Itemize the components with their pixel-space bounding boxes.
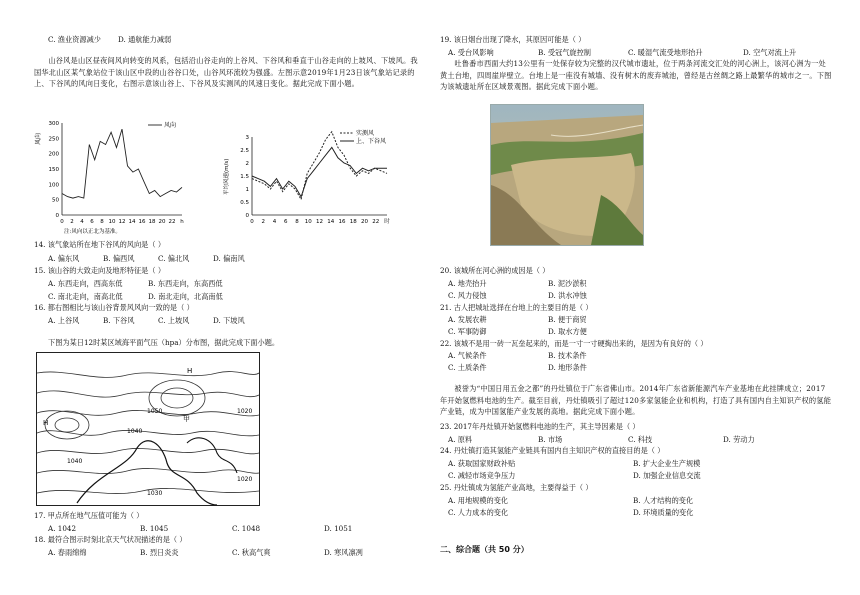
q16-option-c[interactable]: C. 上坡风 xyxy=(158,316,190,325)
q21-option-c[interactable]: C. 军事防御 xyxy=(448,327,487,336)
q20-options-row2 xyxy=(448,291,587,300)
chart2-ytick: 2 xyxy=(245,161,249,167)
chart2-ytick: 0.5 xyxy=(240,200,249,206)
q17-option-c[interactable]: C. 1048 xyxy=(232,524,261,533)
photo-art xyxy=(491,105,643,245)
question-20: 20. 该城所在河心洲的成因是（ ） xyxy=(440,266,550,275)
q23-option-d[interactable]: D. 劳动力 xyxy=(723,435,755,444)
chart2-ytick: 1 xyxy=(245,187,249,193)
q25-options-row2 xyxy=(448,508,693,517)
q22-options-row2 xyxy=(448,363,587,372)
chart1-ytick: 150 xyxy=(48,167,59,173)
question-19: 19. 该日烟台出现了降水，其原因可能是（ ） xyxy=(440,35,586,44)
question-14: 14. 该气象站所在地下谷风的风向是（ ） xyxy=(34,240,166,249)
question-22: 22. 该城不是用一砖一瓦垒起来的，而是一寸一寸硬掏出来的，是因为有良好的（ ） xyxy=(440,339,708,348)
chart1-xtick: 4 xyxy=(80,219,84,225)
q23-option-b[interactable]: B. 市场 xyxy=(538,435,563,444)
chart1-ytick: 250 xyxy=(48,136,59,143)
chart1-xtick: 2 xyxy=(70,219,74,225)
q15-option-d[interactable]: D. 南北走向，北高南低 xyxy=(148,292,223,301)
q25-option-b[interactable]: B. 人才结构的变化 xyxy=(633,496,694,505)
q22-option-d[interactable]: D. 地形条件 xyxy=(548,363,587,372)
chart2-axes xyxy=(252,137,387,215)
chart1-xtick: 14 xyxy=(128,219,136,225)
chart1-ytick: 300 xyxy=(48,121,59,127)
chart2-xtick: 12 xyxy=(316,219,323,225)
q20-options-row1 xyxy=(448,279,587,288)
question-25: 25. 丹灶镇成为氢能产业高地，主要得益于（ ） xyxy=(440,483,593,492)
chart2-ylabel: 平均风速(m/s) xyxy=(224,158,230,195)
q23-option-c[interactable]: C. 科技 xyxy=(628,435,653,444)
map-label-1020a: 1020 xyxy=(237,408,253,415)
map-label-1050: 1050 xyxy=(147,408,163,415)
q14-option-d[interactable]: D. 偏南风 xyxy=(213,254,245,263)
q25-option-a[interactable]: A. 用地规模的变化 xyxy=(448,496,509,505)
question-17: 17. 甲点所在地气压值可能为（ ） xyxy=(34,511,144,520)
wind-direction-chart xyxy=(36,115,196,235)
chart2-ytick: 3 xyxy=(245,135,249,141)
question-15: 15. 该山谷的大致走向及地形特征是（ ） xyxy=(34,266,166,275)
chart2-xtick: 0 xyxy=(250,219,254,225)
passage-hydrogen: 被誉为“中国日用五金之都”的丹灶镇位于广东省佛山市。2014年广东省新能源汽车产业基地在此挂牌成立；2017年开始氢燃料电池的生产。截至目前，丹灶镇吸引了超过120多家氢能企业和机构，打造了具有国内自主知识产权的氢能产业链，成为中国氢能产业发展的高地。据此完成下面小题。 xyxy=(440,384,832,417)
wind-speed-chart xyxy=(222,125,402,235)
question-23: 23. 2017年丹灶镇开始氢燃料电池的生产，其主导因素是（ ） xyxy=(440,422,640,431)
chart2-xtick: 16 xyxy=(338,219,346,225)
passage-valley-wind: 山谷风是山区昼夜间风向转变的风系，包括沿山谷走向的上谷风、下谷风和垂直于山谷走向的上坡风、下坡风。我国华北山区某气象站位于该山区中段的山谷谷口处，山谷风环流较为强盛。左图示意2019年1月23日该气象站记录的上、下谷风的风向日变化，右图示意该山谷上、下谷风及实测风的风速日变化。据此完成下面小题。 xyxy=(34,56,418,89)
chart1-xtick: 20 xyxy=(158,219,166,225)
q14-option-a[interactable]: A. 偏东风 xyxy=(48,254,80,263)
q19-option-a[interactable]: A. 受台风影响 xyxy=(448,48,494,57)
chart1-caption: 注:风向以正北为基准。 xyxy=(64,229,121,235)
wind-direction-line xyxy=(62,129,182,198)
q20-option-b[interactable]: B. 泥沙淤积 xyxy=(548,279,587,288)
legend-measured: 实测风 xyxy=(356,130,375,137)
q25-option-c[interactable]: C. 人力成本的变化 xyxy=(448,508,509,517)
q17-options xyxy=(48,524,352,533)
q16-options xyxy=(48,316,245,325)
q18-option-d[interactable]: D. 寒风凛冽 xyxy=(324,548,363,557)
map-label-jia: 甲 xyxy=(183,415,190,423)
map-label-1030: 1030 xyxy=(147,490,163,497)
q16-option-b[interactable]: B. 下谷风 xyxy=(103,316,135,325)
q18-option-c[interactable]: C. 秋高气爽 xyxy=(232,548,271,557)
q15-option-c[interactable]: C. 南北走向，南高北低 xyxy=(48,292,123,301)
q23-options xyxy=(448,435,755,444)
q19-option-d[interactable]: D. 空气对流上升 xyxy=(743,48,797,57)
chart1-xtick: h xyxy=(180,219,184,225)
chart1-xtick: 0 xyxy=(60,219,64,225)
valley-wind-line xyxy=(252,147,387,196)
q24-option-b[interactable]: B. 扩大企业生产规模 xyxy=(633,459,701,468)
passage-ruins: 吐鲁番市西面大约13公里有一处保存较为完整的汉代城市遗址，位于两条河流交汇处的河心洲上，该河心洲为一处黄土台地，四周崖岸壁立。台地上是一座没有城墙、没有树木的废弃城池，曾经是古丝绸之路上最繁华的城市之一。下图为该城遗址所在区域景观图。据此完成下面小题。 xyxy=(440,59,832,92)
chart1-xtick: 12 xyxy=(118,219,126,225)
question-18: 18. 最符合图示时刻北京天气状况描述的是（ ） xyxy=(34,535,187,544)
chart2-xtick: 22 xyxy=(372,219,380,225)
q15-option-b[interactable]: B. 东西走向，东高西低 xyxy=(148,279,223,288)
q14-option-b[interactable]: B. 偏西风 xyxy=(103,254,135,263)
q23-option-a[interactable]: A. 原料 xyxy=(448,435,473,444)
chart1-axes xyxy=(62,123,182,215)
q24-options-row2 xyxy=(448,471,701,480)
q21-option-a[interactable]: A. 发展农耕 xyxy=(448,315,487,324)
q18-option-b[interactable]: B. 烈日炎炎 xyxy=(140,548,179,557)
map-label-1040b: 1040 xyxy=(67,458,83,465)
chart1-ytick: 50 xyxy=(52,197,59,204)
isobar-map xyxy=(36,352,260,506)
q19-option-c[interactable]: C. 暖湿气流受地形抬升 xyxy=(628,48,703,57)
chart1-ytick: 100 xyxy=(48,182,59,189)
q19-option-b[interactable]: B. 受冠气旋控制 xyxy=(538,48,591,57)
map-label-1040a: 1040 xyxy=(127,428,143,435)
q15-option-a[interactable]: A. 东西走向，西高东低 xyxy=(48,279,123,288)
map-label-1020b: 1020 xyxy=(237,476,253,483)
chart1-ticks xyxy=(49,121,185,225)
q20-option-c[interactable]: C. 风力侵蚀 xyxy=(448,291,487,300)
q17-option-b[interactable]: B. 1045 xyxy=(140,524,169,533)
q24-option-d[interactable]: D. 加强企业信息交流 xyxy=(633,471,701,480)
chart2-xtick: 4 xyxy=(272,219,277,225)
chart1-xtick: 8 xyxy=(100,219,104,225)
chart1-xtick: 6 xyxy=(90,219,94,225)
map-label-h1: H xyxy=(187,367,193,375)
q24-option-c[interactable]: C. 减轻市场竞争压力 xyxy=(448,471,516,480)
chart1-xtick: 22 xyxy=(168,219,176,225)
q16-option-d[interactable]: D. 下坡风 xyxy=(213,316,245,325)
top-options xyxy=(48,35,171,44)
question-24: 24. 丹灶镇打造其氢能产业链具有国内自主知识产权的直接目的是（ ） xyxy=(440,446,665,455)
q24-options-row1 xyxy=(448,459,700,468)
chart2-xtick: 10 xyxy=(304,219,312,225)
chart2-ytick: 1.5 xyxy=(240,174,249,180)
option-d[interactable]: D. 通航能力减弱 xyxy=(118,35,172,44)
q21-options-row1 xyxy=(448,315,587,324)
q21-option-b[interactable]: B. 便于商贸 xyxy=(548,315,587,324)
chart2-ytick: 2.5 xyxy=(240,148,249,154)
chart2-xtick: 18 xyxy=(349,219,357,225)
chart2-xtick: 8 xyxy=(295,219,299,225)
q14-option-c[interactable]: C. 偏北风 xyxy=(158,254,190,263)
q25-option-d[interactable]: D. 环境质量的变化 xyxy=(633,508,694,517)
chart1-ytick: 0 xyxy=(55,213,59,219)
passage-pressure-map: 下图为某日12时某区域海平面气压（hpa）分布图，据此完成下面小题。 xyxy=(48,338,280,347)
ruins-landscape-photo xyxy=(490,104,644,246)
question-21: 21. 古人把城址选择在台地上的主要目的是（ ） xyxy=(440,303,593,312)
q22-option-b[interactable]: B. 技术条件 xyxy=(548,351,587,360)
q15-options-row1 xyxy=(48,279,223,288)
q21-options-row2 xyxy=(448,327,587,336)
q19-options xyxy=(448,48,796,57)
q25-options-row1 xyxy=(448,496,693,505)
chart1-legend: 风向 xyxy=(164,122,177,129)
q20-option-d[interactable]: D. 洪水冲蚀 xyxy=(548,291,587,300)
chart2-xtick: 6 xyxy=(284,219,288,225)
chart2-xtick: 20 xyxy=(361,219,368,225)
chart1-xtick: 18 xyxy=(148,219,156,225)
option-c[interactable]: C. 渔业资源减少 xyxy=(48,35,101,44)
chart1-xtick: 16 xyxy=(138,219,146,225)
q22-option-a[interactable]: A. 气候条件 xyxy=(448,351,487,360)
q15-options-row2 xyxy=(48,292,223,301)
q16-option-a[interactable]: A. 上谷风 xyxy=(48,316,80,325)
question-16: 16. 都右图相比与该山谷背景风风向一致的是（ ） xyxy=(34,303,194,312)
legend-valley: 上、下谷风 xyxy=(356,138,387,145)
chart1-xtick: 10 xyxy=(108,219,116,225)
q18-option-a[interactable]: A. 春雨绵绵 xyxy=(48,548,87,557)
q17-option-a[interactable]: A. 1042 xyxy=(48,524,77,533)
q18-options xyxy=(48,548,363,557)
section-heading-2: 二、综合题（共 50 分） xyxy=(440,545,529,554)
chart2-xtick: 2 xyxy=(261,219,265,225)
chart1-ytick: 200 xyxy=(48,151,59,158)
map-label-h2: H xyxy=(43,419,49,427)
q14-options xyxy=(48,254,245,263)
q22-options-row1 xyxy=(448,351,587,360)
q17-option-d[interactable]: D. 1051 xyxy=(324,524,353,533)
q20-option-a[interactable]: A. 地壳抬升 xyxy=(448,279,487,288)
q21-option-d[interactable]: D. 取水方便 xyxy=(548,327,587,336)
q22-option-c[interactable]: C. 土质条件 xyxy=(448,363,487,372)
chart2-xtick: 14 xyxy=(327,219,335,225)
chart1-ylabel: 风向 xyxy=(35,132,42,145)
chart2-ticks xyxy=(240,135,390,225)
chart2-ytick: 0 xyxy=(245,213,249,219)
q24-option-a[interactable]: A. 获取国家财政补贴 xyxy=(448,459,516,468)
chart2-xtick: 时 xyxy=(384,219,390,225)
